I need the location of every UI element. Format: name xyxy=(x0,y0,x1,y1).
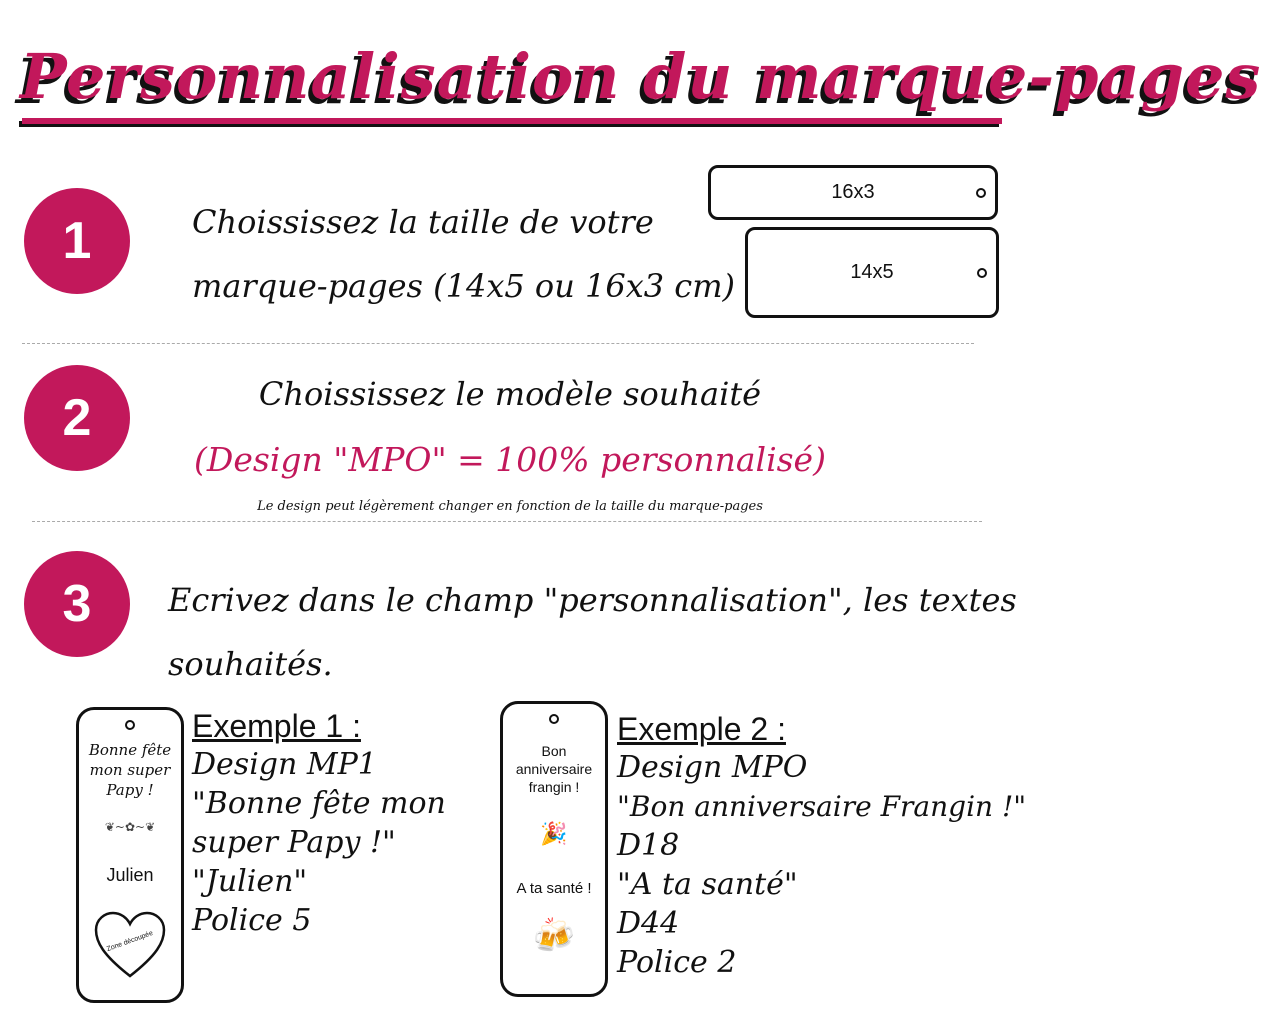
bookmark-size-14x5 xyxy=(745,227,999,318)
example-line: "Bon anniversaire Frangin !" xyxy=(617,790,1027,823)
hole-icon xyxy=(977,268,987,278)
divider xyxy=(22,343,974,344)
step-1-line2: marque-pages (14x5 ou 16x3 cm) xyxy=(192,267,736,305)
step-1-text xyxy=(192,190,735,318)
example-line: super Papy !" xyxy=(192,825,396,860)
party-popper-icon: 🎉 xyxy=(540,822,568,847)
example-line: "Bonne fête mon xyxy=(192,786,446,821)
step-2-badge: 2 xyxy=(24,365,130,471)
step-1-badge: 1 xyxy=(24,188,130,294)
step-3-line2: souhaités. xyxy=(168,645,333,683)
step-1-line1: Choississez la taille de votre xyxy=(192,203,654,241)
bookmark-text-2: A ta santé ! xyxy=(516,880,592,897)
size-label: 14x5 xyxy=(850,261,894,283)
example-line: Police 2 xyxy=(617,945,737,980)
example-line: D18 xyxy=(617,828,680,863)
step-3-text xyxy=(168,568,1017,696)
example-1-heading: Exemple 1 : xyxy=(192,708,361,744)
bookmark-text: Bon anniversaire frangin ! xyxy=(515,743,593,795)
step-2-text: Choississez le modèle souhaité xyxy=(258,375,762,413)
size-label: 16x3 xyxy=(831,181,875,203)
example-line: D44 xyxy=(617,906,680,941)
example-line: "A ta santé" xyxy=(617,867,798,902)
example-2-bookmark xyxy=(500,701,608,997)
example-line: Police 5 xyxy=(192,903,312,938)
hole-icon xyxy=(549,714,559,724)
page-title: Personnalisation du marque-pages xyxy=(20,40,1261,113)
title-underline xyxy=(22,118,1002,124)
example-2-heading: Exemple 2 : xyxy=(617,711,786,747)
step-2-note: Le design peut légèrement changer en fonction de la taille du marque-pages xyxy=(257,499,763,514)
hole-icon xyxy=(976,188,986,198)
example-line: Design MP1 xyxy=(192,747,377,782)
bookmark-text: Bonne fête mon super Papy ! xyxy=(88,741,172,799)
example-line: "Julien" xyxy=(192,864,308,899)
example-1-text xyxy=(192,708,446,940)
step-3-line1: Ecrivez dans le champ "personnalisation", les textes xyxy=(168,581,1017,619)
floral-ornament-icon: ❦~✿~❦ xyxy=(104,820,156,834)
step-3-badge: 3 xyxy=(24,551,130,657)
example-line: Design MPO xyxy=(617,750,808,785)
divider xyxy=(32,521,982,522)
example-2-text xyxy=(617,711,1026,982)
bookmark-name: Julien xyxy=(106,865,154,885)
step-2-highlight: (Design "MPO" = 100% personnalisé) xyxy=(194,440,826,479)
beer-mugs-icon: 🍻 xyxy=(532,916,576,956)
heart-label: Zone découpée xyxy=(105,929,155,954)
hole-icon xyxy=(125,720,135,730)
bookmark-size-16x3 xyxy=(708,165,998,220)
example-1-bookmark xyxy=(76,707,184,1003)
